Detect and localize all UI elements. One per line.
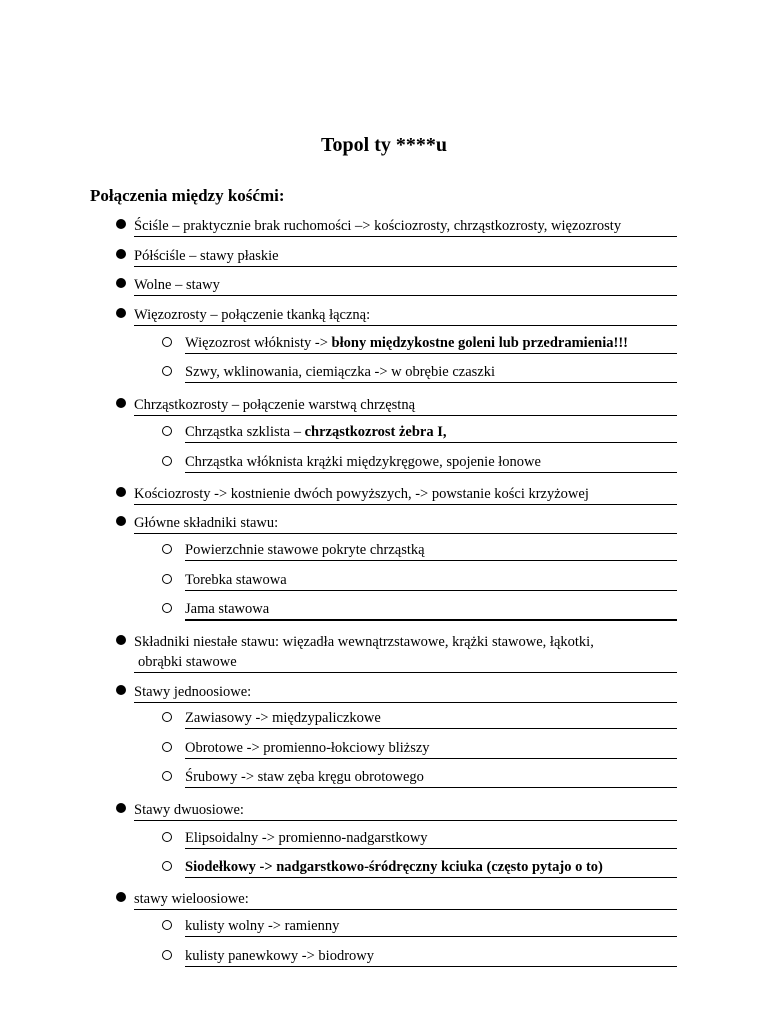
bullet-icon bbox=[116, 635, 126, 645]
bullet-icon bbox=[116, 249, 126, 259]
item-text: Chrząstka szklista – bbox=[185, 424, 305, 440]
item-text: Torebka stawowa bbox=[185, 572, 287, 588]
bullet-icon bbox=[116, 278, 126, 288]
bullet-icon bbox=[116, 516, 126, 526]
item-text: Chrząstka włóknista krążki międzykręgowe, spojenie łonowe bbox=[185, 454, 541, 470]
item-text: Stawy dwuosiowe: bbox=[134, 802, 244, 818]
item-text: Obrotowe -> promienno-łokciowy bliższy bbox=[185, 740, 430, 756]
list-item-wieloosiowe bbox=[134, 889, 677, 910]
list-item-kulisty-wolny bbox=[185, 916, 677, 937]
bullet-icon bbox=[116, 803, 126, 813]
circle-bullet-icon bbox=[162, 544, 172, 554]
section-heading: Połączenia między kośćmi: bbox=[90, 186, 285, 205]
bullet-icon bbox=[116, 398, 126, 408]
item-text: Elipsoidalny -> promienno-nadgarstkowy bbox=[185, 830, 428, 846]
item-text: Więzozrost włóknisty -> bbox=[185, 335, 332, 351]
circle-bullet-icon bbox=[162, 426, 172, 436]
item-text: Główne składniki stawu: bbox=[134, 515, 279, 531]
bullet-icon bbox=[116, 487, 126, 497]
item-text: kulisty panewkowy -> biodrowy bbox=[185, 948, 375, 964]
list-item-jednoosiowe bbox=[134, 682, 677, 703]
item-text: Składniki niestałe stawu: więzadła wewnątrzstawowe, krążki stawowe, łąkotki, bbox=[134, 634, 594, 650]
list-item-niestale bbox=[134, 632, 677, 673]
page-title: Topol ty ****u bbox=[321, 134, 447, 156]
list-item-kulisty-panewkowy bbox=[185, 946, 677, 967]
circle-bullet-icon bbox=[162, 861, 172, 871]
item-text: Śrubowy -> staw zęba kręgu obrotowego bbox=[185, 769, 424, 785]
item-text: Półściśle – stawy płaskie bbox=[134, 248, 279, 264]
list-item-chrzastka-szklista bbox=[185, 422, 677, 443]
item-text: Stawy jednoosiowe: bbox=[134, 684, 252, 700]
item-text: Zawiasowy -> międzypaliczkowe bbox=[185, 710, 381, 726]
circle-bullet-icon bbox=[162, 742, 172, 752]
item-bold-text: błony międzykostne goleni lub przedramienia!!! bbox=[331, 335, 628, 351]
list-item-elipsoidalny bbox=[185, 828, 677, 849]
list-item-scisle bbox=[134, 216, 677, 237]
list-item-chrzastka-wloknista bbox=[185, 452, 677, 473]
item-text: Kościozrosty -> kostnienie dwóch powyższych, -> powstanie kości krzyżowej bbox=[134, 486, 589, 502]
item-text-continued: obrąbki stawowe bbox=[138, 654, 237, 670]
bullet-icon bbox=[116, 892, 126, 902]
circle-bullet-icon bbox=[162, 574, 172, 584]
item-text: Powierzchnie stawowe pokryte chrząstką bbox=[185, 542, 425, 558]
item-text: Szwy, wklinowania, ciemiączka -> w obrębie czaszki bbox=[185, 364, 496, 380]
circle-bullet-icon bbox=[162, 366, 172, 376]
item-text: stawy wieloosiowe: bbox=[134, 891, 249, 907]
circle-bullet-icon bbox=[162, 712, 172, 722]
item-bold-text: Siodełkowy -> nadgarstkowo-śródręczny kciuka (często pytajo o to) bbox=[185, 859, 603, 875]
list-item-kosciozrosty bbox=[134, 484, 677, 505]
bullet-icon bbox=[116, 219, 126, 229]
circle-bullet-icon bbox=[162, 337, 172, 347]
item-text: Wolne – stawy bbox=[134, 277, 220, 293]
item-text: Więzozrosty – połączenie tkanką łączną: bbox=[134, 307, 371, 323]
list-item-srubowy bbox=[185, 767, 677, 788]
circle-bullet-icon bbox=[162, 603, 172, 613]
circle-bullet-icon bbox=[162, 456, 172, 466]
bullet-icon bbox=[116, 308, 126, 318]
list-item-wiezozrost-wloknisty bbox=[185, 333, 677, 354]
list-item-glowne-skladniki bbox=[134, 513, 677, 534]
bullet-icon bbox=[116, 685, 126, 695]
list-item-chrzastkozrosty bbox=[134, 395, 677, 416]
list-item-wolne bbox=[134, 275, 677, 296]
list-item-torebka bbox=[185, 570, 677, 591]
list-item-zawiasowy bbox=[185, 708, 677, 729]
circle-bullet-icon bbox=[162, 920, 172, 930]
item-text: kulisty wolny -> ramienny bbox=[185, 918, 340, 934]
list-item-dwuosiowe bbox=[134, 800, 677, 821]
list-item-polscisle bbox=[134, 246, 677, 267]
circle-bullet-icon bbox=[162, 950, 172, 960]
list-item-wiezozrosty bbox=[134, 305, 677, 326]
list-item-siodelkowy bbox=[185, 857, 677, 878]
item-bold-text: chrząstkozrost żebra I, bbox=[304, 424, 447, 440]
list-item-obrotowe bbox=[185, 738, 677, 759]
circle-bullet-icon bbox=[162, 832, 172, 842]
item-text: Jama stawowa bbox=[185, 601, 270, 617]
list-item-jama bbox=[185, 599, 677, 621]
item-text: Ściśle – praktycznie brak ruchomości –> kościozrosty, chrząstkozrosty, więzozrosty bbox=[134, 218, 622, 234]
list-item-szwy bbox=[185, 362, 677, 383]
item-text: Chrząstkozrosty – połączenie warstwą chrzęstną bbox=[134, 397, 416, 413]
list-item-powierzchnie bbox=[185, 540, 677, 561]
circle-bullet-icon bbox=[162, 771, 172, 781]
